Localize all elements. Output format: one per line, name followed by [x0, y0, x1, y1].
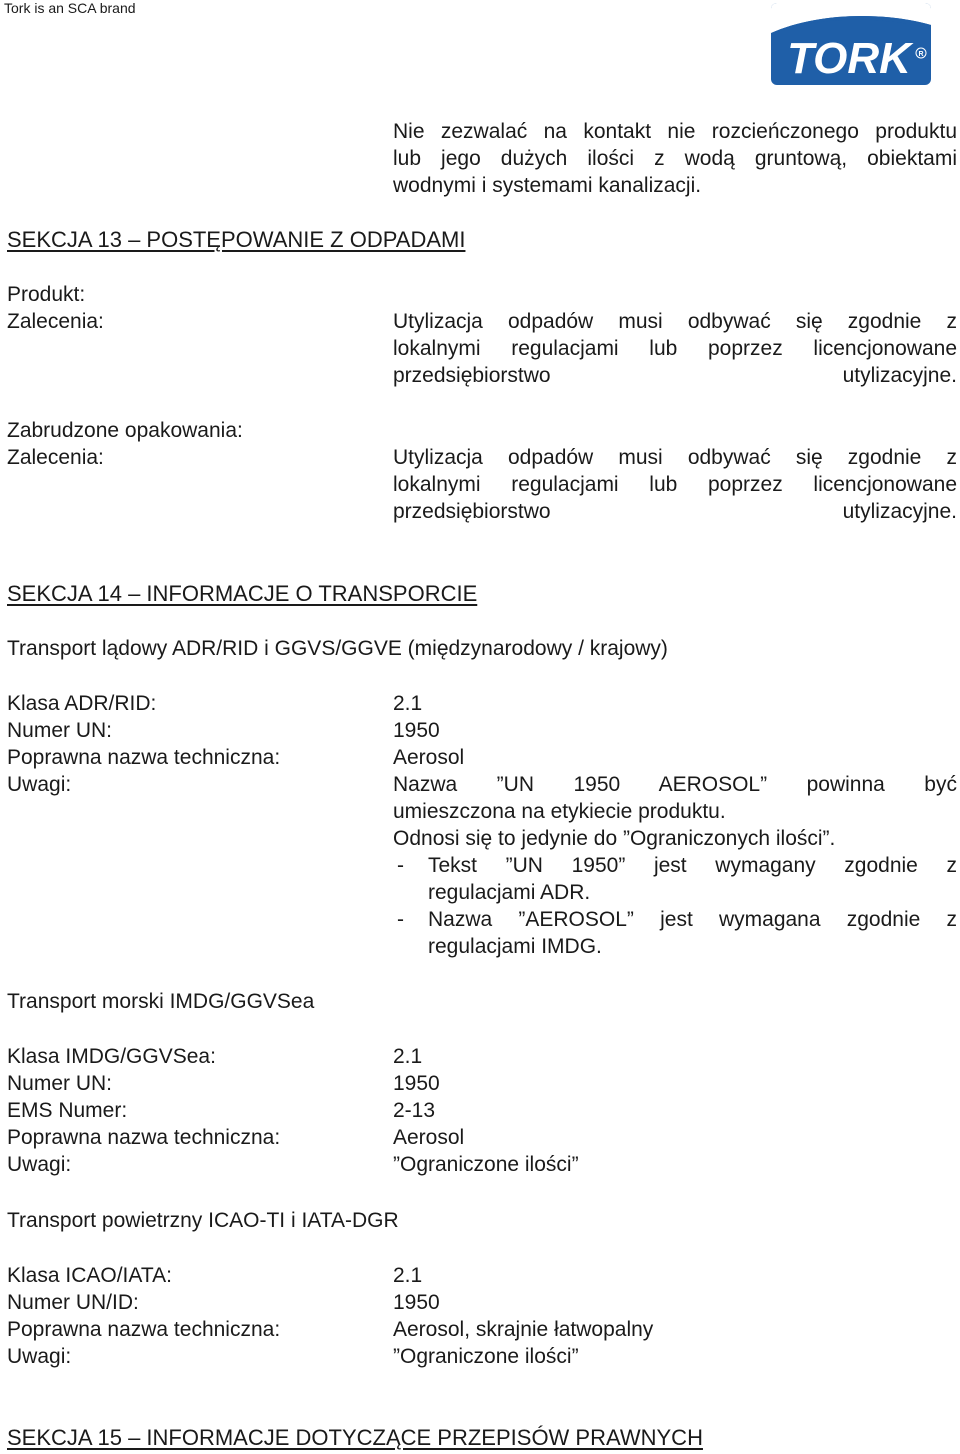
bullet-text: Nazwa ”AEROSOL” jest wymagana zgodnie z regulacjami IMDG. — [428, 908, 957, 958]
land-notes — [393, 771, 957, 852]
logo-wordmark: TORK — [787, 34, 911, 83]
ems-number-value: 2-13 — [393, 1099, 436, 1122]
notes-line: umieszczona na etykiecie produktu. — [393, 800, 726, 823]
bullet-text: Tekst ”UN 1950” jest wymagany zgodnie z regulacjami ADR. — [428, 854, 957, 904]
shipping-name-label: Poprawna nazwa techniczna: — [7, 1126, 281, 1149]
land-transport-title: Transport lądowy ADR/RID i GGVS/GGVE (międzynarodowy / krajowy) — [7, 637, 668, 660]
recommendations-text: Utylizacja odpadów musi odbywać się zgodnie z lokalnymi regulacjami lub poprzez licencjonowane przedsiębiorstwo utylizacyjne. — [393, 310, 957, 387]
icao-class-label: Klasa ICAO/IATA: — [7, 1264, 172, 1287]
un-id-value: 1950 — [393, 1291, 440, 1314]
section-13-heading: SEKCJA 13 – POSTĘPOWANIE Z ODPADAMI — [7, 227, 466, 252]
notes-label: Uwagi: — [7, 773, 72, 796]
tork-logo — [771, 3, 931, 85]
intro-line: wodnymi i systemami kanalizacji. — [393, 174, 702, 197]
notes-label: Uwagi: — [7, 1153, 72, 1176]
air-transport-title: Transport powietrzny ICAO-TI i IATA-DGR — [7, 1209, 399, 1232]
packaging-label: Zabrudzone opakowania: — [7, 419, 243, 442]
notes-line: Nazwa ”UN 1950 AEROSOL” powinna być — [393, 773, 957, 796]
notes-value: ”Ograniczone ilości” — [393, 1153, 579, 1176]
shipping-name-value: Aerosol — [393, 1126, 465, 1149]
brand-caption: Tork is an SCA brand — [4, 0, 136, 16]
intro-paragraph — [393, 118, 957, 199]
recommendations-label: Zalecenia: — [7, 446, 104, 469]
bullet-mark: - — [397, 854, 404, 877]
un-id-label: Numer UN/ID: — [7, 1291, 139, 1314]
shipping-name-label: Poprawna nazwa techniczna: — [7, 746, 281, 769]
sea-transport-title: Transport morski IMDG/GGVSea — [7, 990, 315, 1013]
un-number-value: 1950 — [393, 1072, 440, 1095]
imdg-class-value: 2.1 — [393, 1045, 423, 1068]
imdg-class-label: Klasa IMDG/GGVSea: — [7, 1045, 216, 1068]
shipping-name-value: Aerosol, skrajnie łatwopalny — [393, 1318, 654, 1341]
recommendations-label: Zalecenia: — [7, 310, 104, 333]
section-14-heading: SEKCJA 14 – INFORMACJE O TRANSPORCIE — [7, 581, 478, 606]
adr-class-label: Klasa ADR/RID: — [7, 692, 157, 715]
svg-text:R: R — [918, 51, 924, 58]
intro-line: Nie zezwalać na kontakt nie rozcieńczonego produktu — [393, 120, 957, 143]
adr-class-value: 2.1 — [393, 692, 423, 715]
shipping-name-label: Poprawna nazwa techniczna: — [7, 1318, 281, 1341]
notes-line: Odnosi się to jedynie do ”Ograniczonych ilości”. — [393, 827, 836, 850]
un-number-label: Numer UN: — [7, 719, 113, 742]
bullet-mark: - — [397, 908, 404, 931]
notes-value: ”Ograniczone ilości” — [393, 1345, 579, 1368]
shipping-name-value: Aerosol — [393, 746, 465, 769]
icao-class-value: 2.1 — [393, 1264, 423, 1287]
notes-label: Uwagi: — [7, 1345, 72, 1368]
section-15-heading: SEKCJA 15 – INFORMACJE DOTYCZĄCE PRZEPISÓW PRAWNYCH — [7, 1425, 703, 1450]
intro-line: lub jego dużych ilości z wodą gruntową, obiektami — [393, 147, 957, 170]
un-number-value: 1950 — [393, 719, 440, 742]
recommendations-text: Utylizacja odpadów musi odbywać się zgodnie z lokalnymi regulacjami lub poprzez licencjonowane przedsiębiorstwo utylizacyjne. — [393, 446, 957, 523]
ems-number-label: EMS Numer: — [7, 1099, 128, 1122]
un-number-label: Numer UN: — [7, 1072, 113, 1095]
product-label: Produkt: — [7, 283, 86, 306]
